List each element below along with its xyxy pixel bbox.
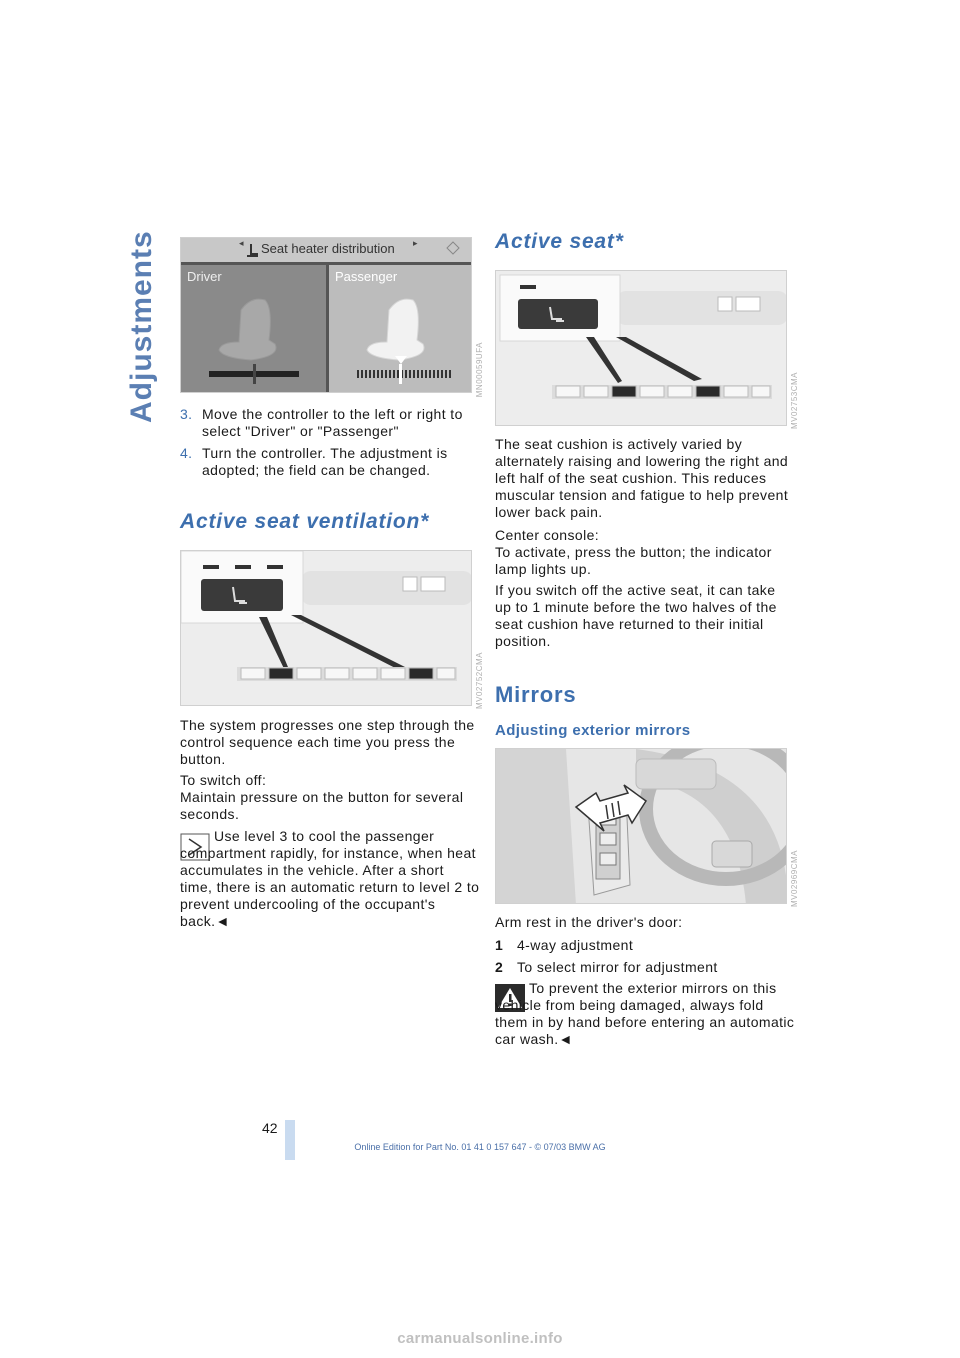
fig1-driver-label: Driver <box>187 269 222 284</box>
svg-text:◂: ◂ <box>239 239 244 249</box>
para-center-console-label: Center console: <box>495 527 600 543</box>
warning-text: To prevent the exterior mirrors on this vehicle from being damaged, always fold them in by hand before entering an automatic car wash.◄ <box>495 980 795 1047</box>
footer-accent-bar <box>285 1120 295 1160</box>
active-seat-button-figure <box>495 270 787 426</box>
para-center-console-text: To activate, press the button; the indicator lamp lights up. <box>495 544 772 577</box>
footer-text: Online Edition for Part No. 01 41 0 157 647 - © 07/03 BMW AG <box>354 1142 606 1152</box>
para-switch-off-active-seat: If you switch off the active seat, it can take up to 1 minute before the two halves of the seat cushion have returned to their initial position. <box>495 582 777 649</box>
seat-heater-display-figure <box>180 237 472 393</box>
fig2-code: MV02752CMA <box>475 652 484 710</box>
step-3: 3. Move the controller to the left or right to select "Driver" or "Passenger" <box>180 406 463 439</box>
item-2: 2 To select mirror for adjustment <box>495 959 718 975</box>
note-text: Use level 3 to cool the passenger compartment rapidly, for instance, when heat accumulates in the vehicle. After a short time, there is an automatic return to level 2 to prevent undercooling of the occupant's back.◄ <box>180 828 480 929</box>
page-number: 42 <box>262 1120 278 1136</box>
subheading-adjusting-exterior-mirrors: Adjusting exterior mirrors <box>495 722 691 739</box>
item-1: 1 4-way adjustment <box>495 937 634 953</box>
para-switch-off-label: To switch off: <box>180 772 267 788</box>
fig1-code: MN00059UFA <box>475 342 484 398</box>
fig3-code: MV02753CMA <box>790 372 799 430</box>
para-progress: The system progresses one step through the control sequence each time you press the button. <box>180 717 475 767</box>
fig1-passenger-label: Passenger <box>335 269 398 284</box>
heading-mirrors: Mirrors <box>495 682 577 707</box>
heading-active-seat: Active seat* <box>495 230 624 253</box>
para-seat-cushion: The seat cushion is actively varied by alternately raising and lowering the right and left half of the seat cushion. This reduces muscular tension and fatigue to help prevent lower back pain. <box>495 436 789 520</box>
mirror-adjust-figure <box>495 748 787 904</box>
para-arm-rest: Arm rest in the driver's door: <box>495 914 683 930</box>
ventilation-button-figure <box>180 550 472 706</box>
para-switch-off-text: Maintain pressure on the button for several seconds. <box>180 789 464 822</box>
section-title: Adjustments <box>125 230 158 423</box>
watermark: carmanualsonline.info <box>397 1330 563 1347</box>
fig4-code: MV02969CMA <box>790 850 799 908</box>
fig1-header: Seat heater distribution <box>261 241 395 256</box>
step-4: 4. Turn the controller. The adjustment is adopted; the field can be changed. <box>180 445 448 478</box>
heading-active-seat-ventilation: Active seat ventilation* <box>180 510 430 533</box>
svg-text:▸: ▸ <box>413 239 418 249</box>
